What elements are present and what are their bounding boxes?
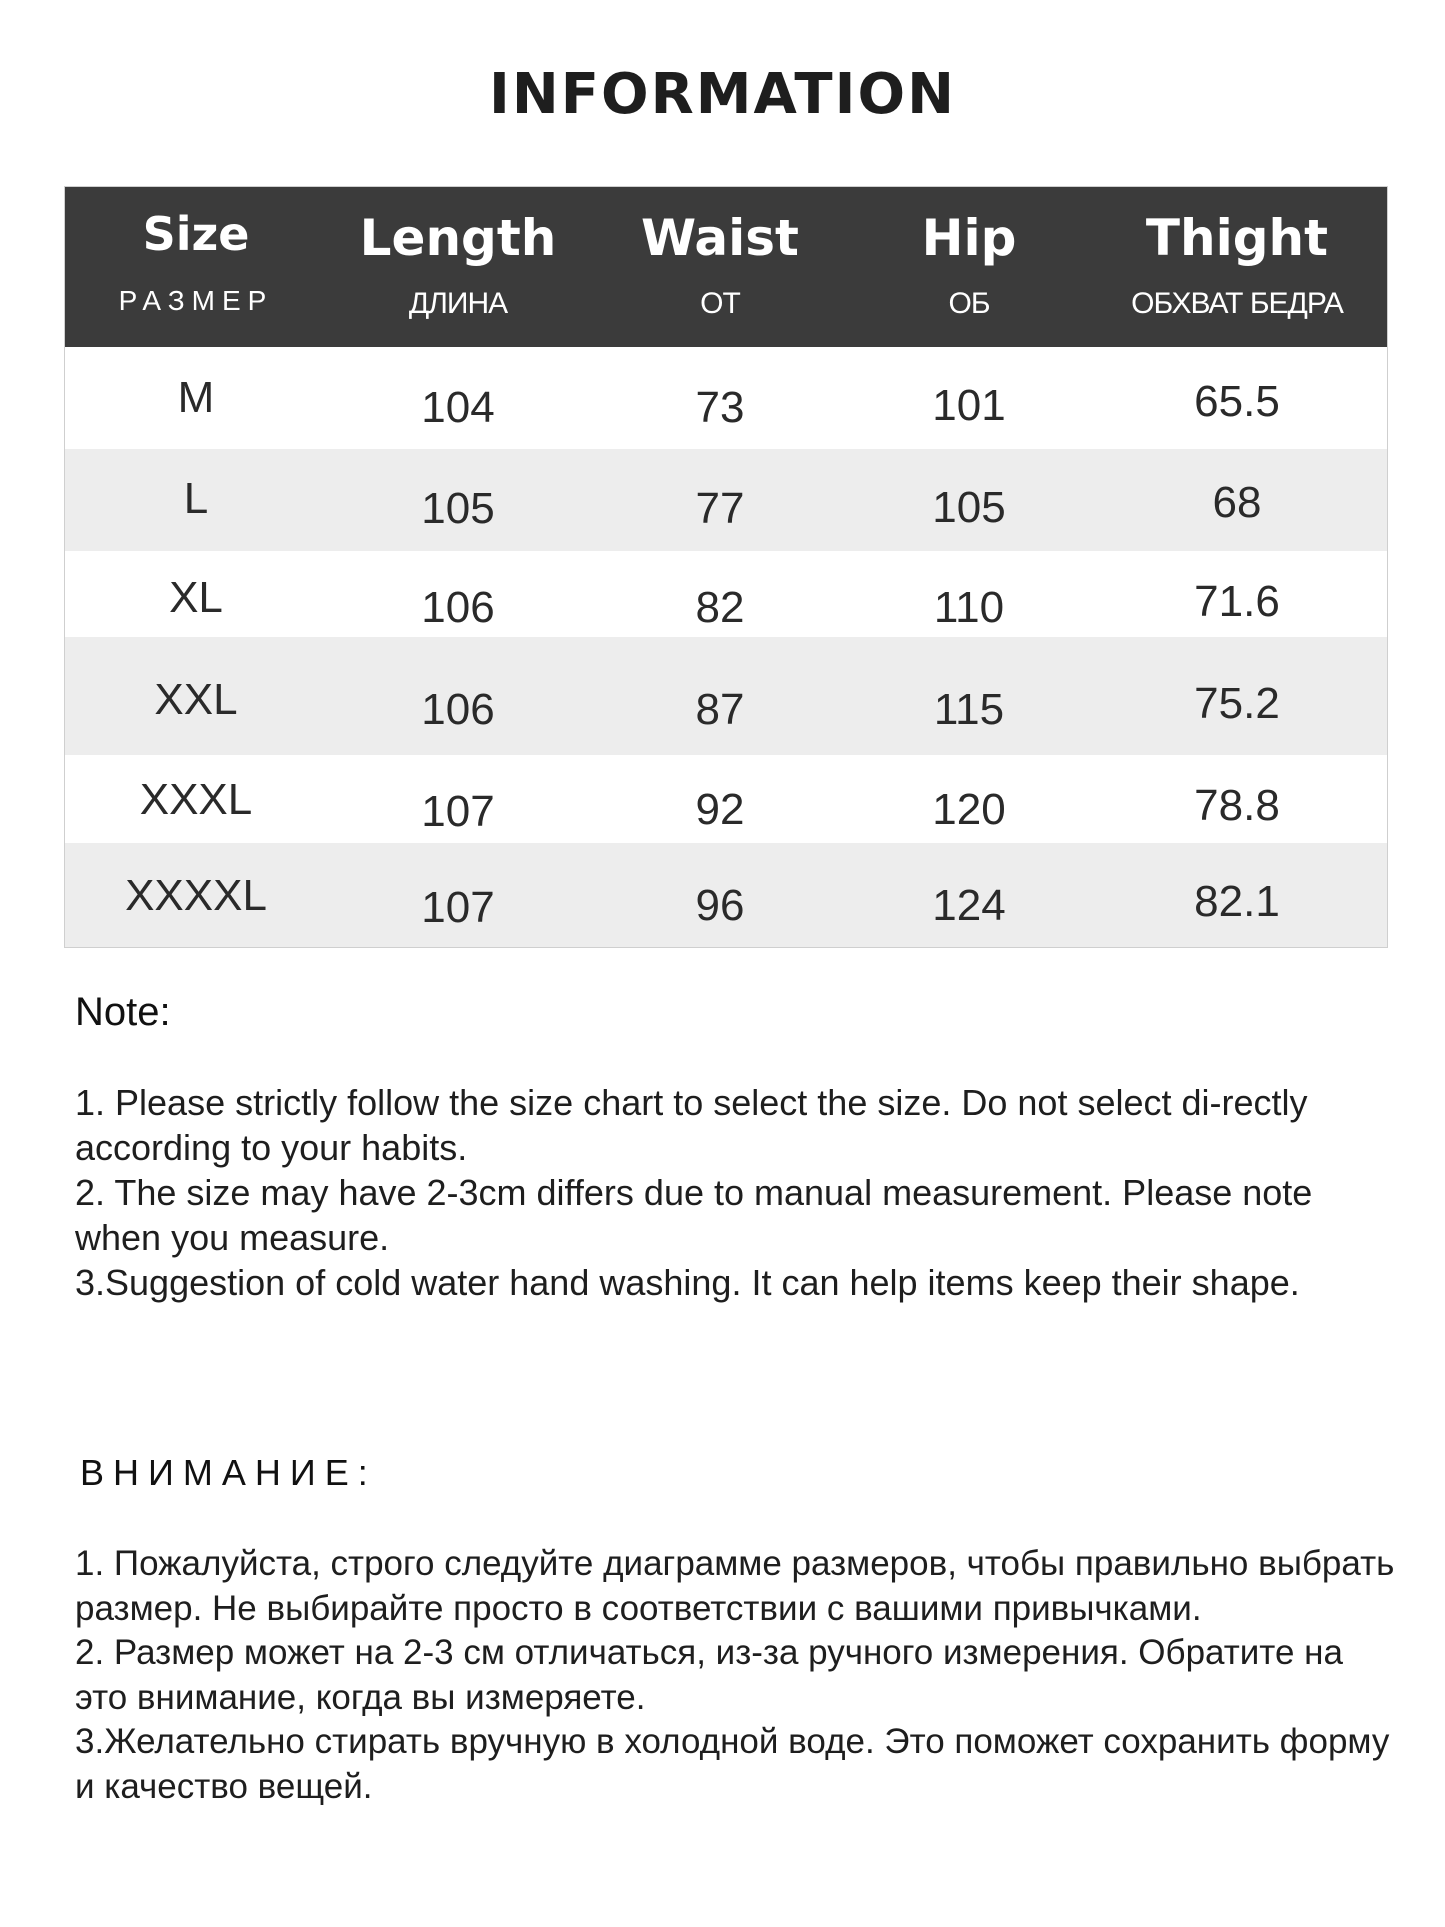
cell-thigh: 68 xyxy=(1212,478,1262,527)
cell-thigh: 65.5 xyxy=(1194,377,1280,426)
table-row xyxy=(65,347,1387,449)
header-waist-label-ru: ОТ xyxy=(700,287,740,320)
table-row xyxy=(65,637,1387,755)
page-title: INFORMATION xyxy=(489,62,956,127)
table-row xyxy=(65,843,1387,947)
cell-thigh: 82.1 xyxy=(1194,877,1280,926)
note-item-ru: 2. Размер может на 2-3 см отличаться, из-за ручного измерения. Обратите на это внимание, когда вы измеряете. xyxy=(75,1633,1343,1717)
cell-hip: 101 xyxy=(932,381,1006,430)
cell-hip: 105 xyxy=(932,483,1006,532)
header-length-label-ru: ДЛИНА xyxy=(408,287,508,320)
cell-thigh: 75.2 xyxy=(1194,679,1280,728)
cell-waist: 87 xyxy=(695,685,745,734)
note-item: 2. The size may have 2-3cm differs due to manual measurement. Please note when you measure. xyxy=(75,1172,1313,1258)
cell-length: 106 xyxy=(421,583,495,632)
cell-length: 105 xyxy=(421,484,495,533)
cell-length: 104 xyxy=(421,383,495,432)
table-row xyxy=(65,755,1387,843)
cell-hip: 115 xyxy=(933,685,1005,734)
cell-length: 106 xyxy=(421,685,495,734)
note-body xyxy=(75,1080,1375,1305)
note-item-ru: 1. Пожалуйста, строго следуйте диаграмме размеров, чтобы правильно выбрать размер. Не выбирайте просто в соответствии с вашими привычками. xyxy=(75,1544,1395,1628)
cell-size: M xyxy=(177,373,215,422)
header-waist xyxy=(589,187,851,347)
cell-size: XXXL xyxy=(139,775,253,824)
table-header xyxy=(65,187,1387,347)
header-size xyxy=(65,187,327,347)
note-item: 1. Please strictly follow the size chart to select the size. Do not select di-rectly according to your habits. xyxy=(75,1082,1308,1168)
header-hip-label: Hip xyxy=(921,209,1017,267)
cell-size: XXXXL xyxy=(125,871,267,920)
cell-hip: 110 xyxy=(933,583,1005,632)
header-size-label-ru: РАЗМЕР xyxy=(118,285,274,316)
table-row xyxy=(65,551,1387,637)
cell-length: 107 xyxy=(421,883,495,932)
note-item-ru: 3.Желательно стирать вручную в холодной воде. Это поможет сохранить форму и качество вещей. xyxy=(75,1722,1390,1806)
cell-size: XXL xyxy=(154,675,238,724)
cell-size: XL xyxy=(169,573,223,622)
header-thigh-label: Thight xyxy=(1145,209,1329,267)
header-hip xyxy=(851,187,1087,347)
cell-waist: 73 xyxy=(695,383,745,432)
cell-waist: 96 xyxy=(695,881,745,930)
cell-hip: 120 xyxy=(932,785,1006,834)
cell-waist: 77 xyxy=(695,484,745,533)
cell-hip: 124 xyxy=(932,881,1006,930)
size-table xyxy=(64,186,1388,948)
cell-thigh: 78.8 xyxy=(1194,781,1280,830)
table-row xyxy=(65,449,1387,551)
cell-waist: 82 xyxy=(695,583,745,632)
header-length-label: Length xyxy=(359,209,557,267)
note-heading-ru: ВНИМАНИЕ: xyxy=(80,1452,377,1493)
header-hip-label-ru: ОБ xyxy=(948,287,990,320)
header-length xyxy=(327,187,589,347)
note-item: 3.Suggestion of cold water hand washing. It can help items keep their shape. xyxy=(75,1262,1300,1303)
header-waist-label: Waist xyxy=(641,209,799,267)
cell-length: 107 xyxy=(421,787,495,836)
note-body-ru xyxy=(75,1542,1395,1809)
header-size-label: Size xyxy=(142,207,250,261)
note-heading: Note: xyxy=(75,990,171,1034)
header-thigh xyxy=(1087,187,1387,347)
cell-waist: 92 xyxy=(695,785,745,834)
cell-size: L xyxy=(183,474,209,523)
header-thigh-label-ru: ОБХВАТ БЕДРА xyxy=(1131,287,1343,320)
cell-thigh: 71.6 xyxy=(1194,577,1280,626)
